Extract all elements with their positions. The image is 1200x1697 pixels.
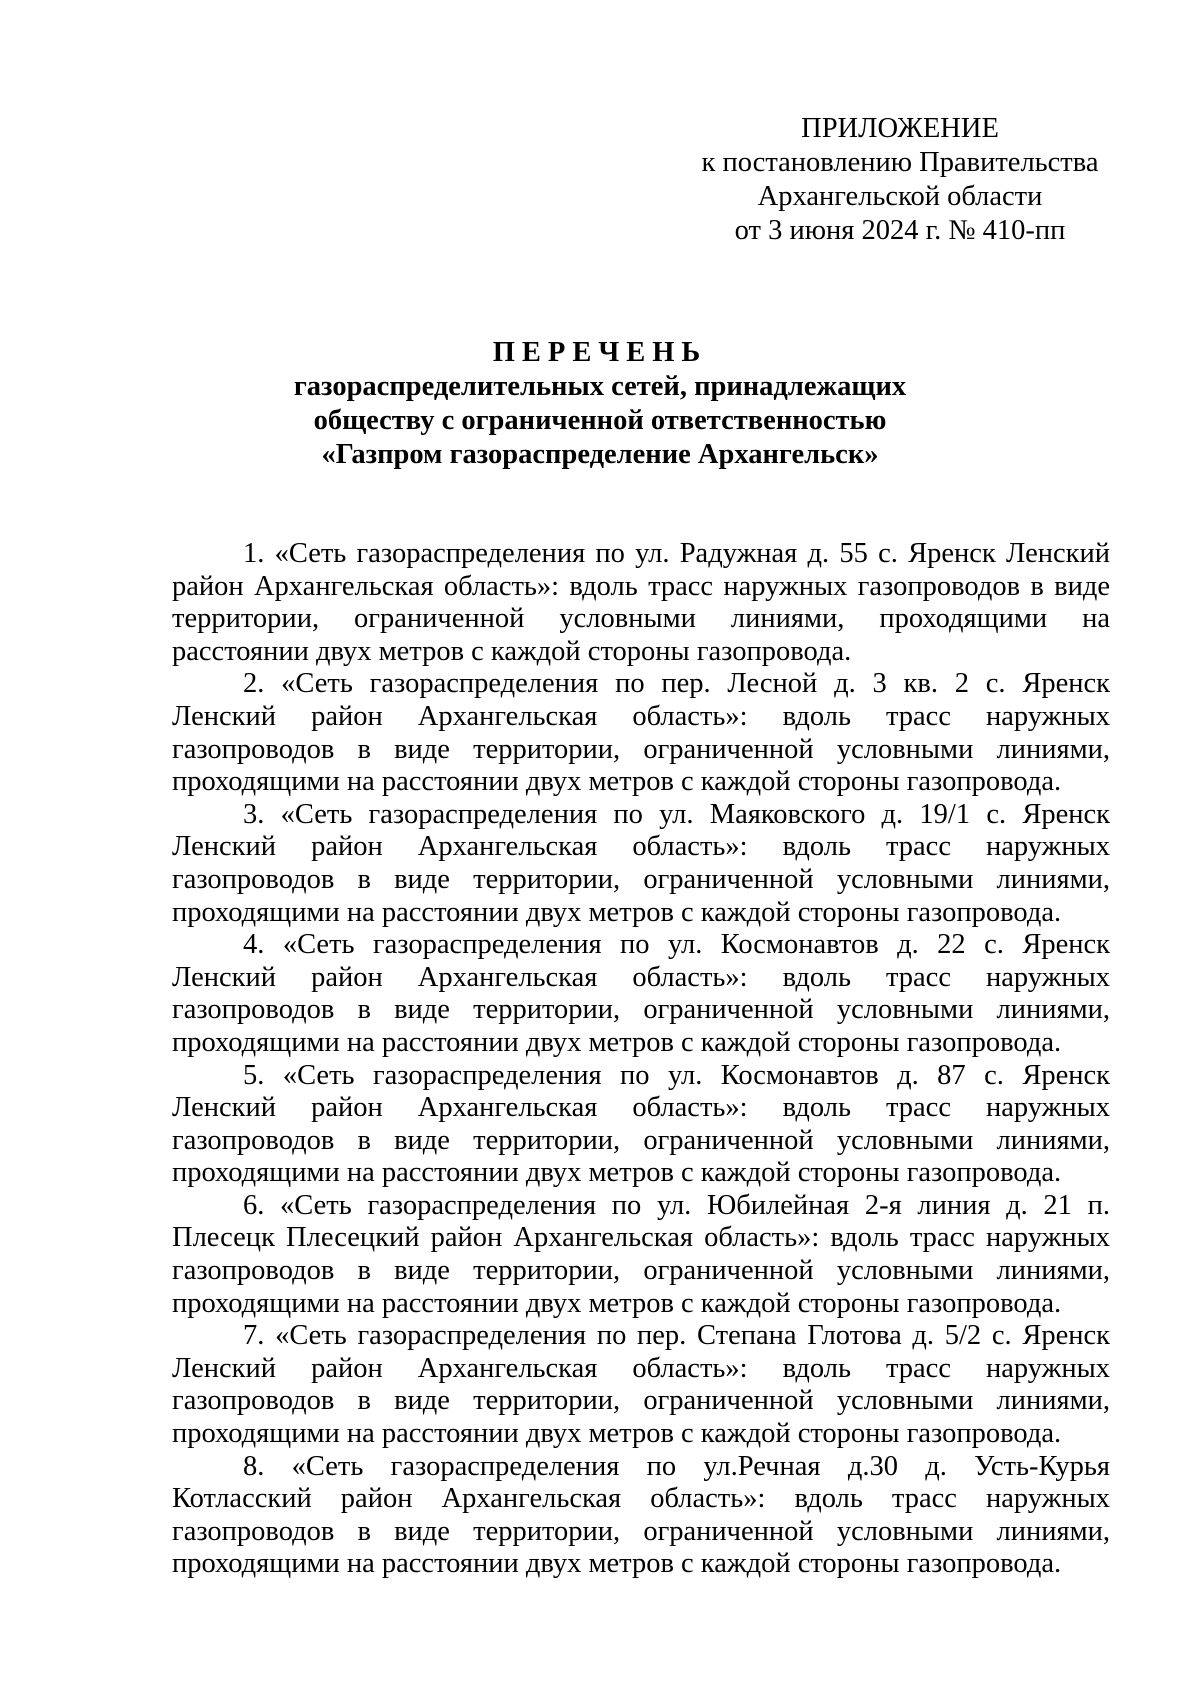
heading-line-1: газораспределительных сетей, принадлежащих [293, 371, 907, 402]
network-list [172, 538, 1110, 1581]
list-item: 7. «Сеть газораспределения по пер. Степана Глотова д. 5/2 с. Яренск Ленский район Архангельская область»: вдоль трасс наружных газопроводов в виде территории, ограниченной условными линиями, проходящими на расстоянии двух метров с каждой стороны газопровода. [172, 1320, 1110, 1450]
list-item: 4. «Сеть газораспределения по ул. Космонавтов д. 22 с. Яренск Ленский район Архангельская область»: вдоль трасс наружных газопроводов в виде территории, ограниченной условными линиями, проходящими на расстоянии двух метров с каждой стороны газопровода. [172, 929, 1110, 1058]
list-item: 8. «Сеть газораспределения по ул.Речная д.30 д. Усть-Курья Котласский район Архангельская область»: вдоль трасс наружных газопроводов в виде территории, ограниченной условными линиями, проходящими на расстоянии двух метров с каждой стороны газопровода. [172, 1450, 1110, 1580]
list-item: 5. «Сеть газораспределения по ул. Космонавтов д. 87 с. Яренск Ленский район Архангельская область»: вдоль трасс наружных газопроводов в виде территории, ограниченной условными линиями, проходящими на расстоянии двух метров с каждой стороны газопровода. [172, 1059, 1110, 1189]
heading-line-2: обществу с ограниченной ответственностью [313, 405, 887, 436]
heading-line-3: «Газпром газораспределение Архангельск» [321, 439, 879, 470]
appendix-decree-ref: к постановлению Правительства [701, 147, 1099, 178]
list-item: 2. «Сеть газораспределения по пер. Лесной д. 3 кв. 2 с. Яренск Ленский район Архангельская область»: вдоль трасс наружных газопроводов в виде территории, ограниченной условными линиями, проходящими на расстоянии двух метров с каждой стороны газопровода. [172, 668, 1110, 798]
document-heading [100, 336, 1100, 472]
list-item: 3. «Сеть газораспределения по ул. Маяковского д. 19/1 с. Яренск Ленский район Архангельская область»: вдоль трасс наружных газопроводов в виде территории, ограниченной условными линиями, проходящими на расстоянии двух метров с каждой стороны газопровода. [172, 798, 1110, 928]
appendix-label: ПРИЛОЖЕНИЕ [801, 113, 999, 144]
appendix-region: Архангельской области [757, 181, 1043, 212]
list-item: 1. «Сеть газораспределения по ул. Радужная д. 55 с. Яренск Ленский район Архангельская область»: вдоль трасс наружных газопроводов в виде территории, ограниченной условными линиями, проходящими на расстоянии двух метров с каждой стороны газопровода. [172, 538, 1110, 667]
appendix-block [660, 112, 1140, 248]
list-item: 6. «Сеть газораспределения по ул. Юбилейная 2-я линия д. 21 п. Плесецк Плесецкий район Архангельская область»: вдоль трасс наружных газопроводов в виде территории, ограниченной условными линиями, проходящими на расстоянии двух метров с каждой стороны газопровода. [172, 1189, 1110, 1319]
appendix-date-number: от 3 июня 2024 г. № 410-пп [734, 215, 1066, 246]
document-title: ПЕРЕЧЕНЬ [492, 337, 708, 368]
